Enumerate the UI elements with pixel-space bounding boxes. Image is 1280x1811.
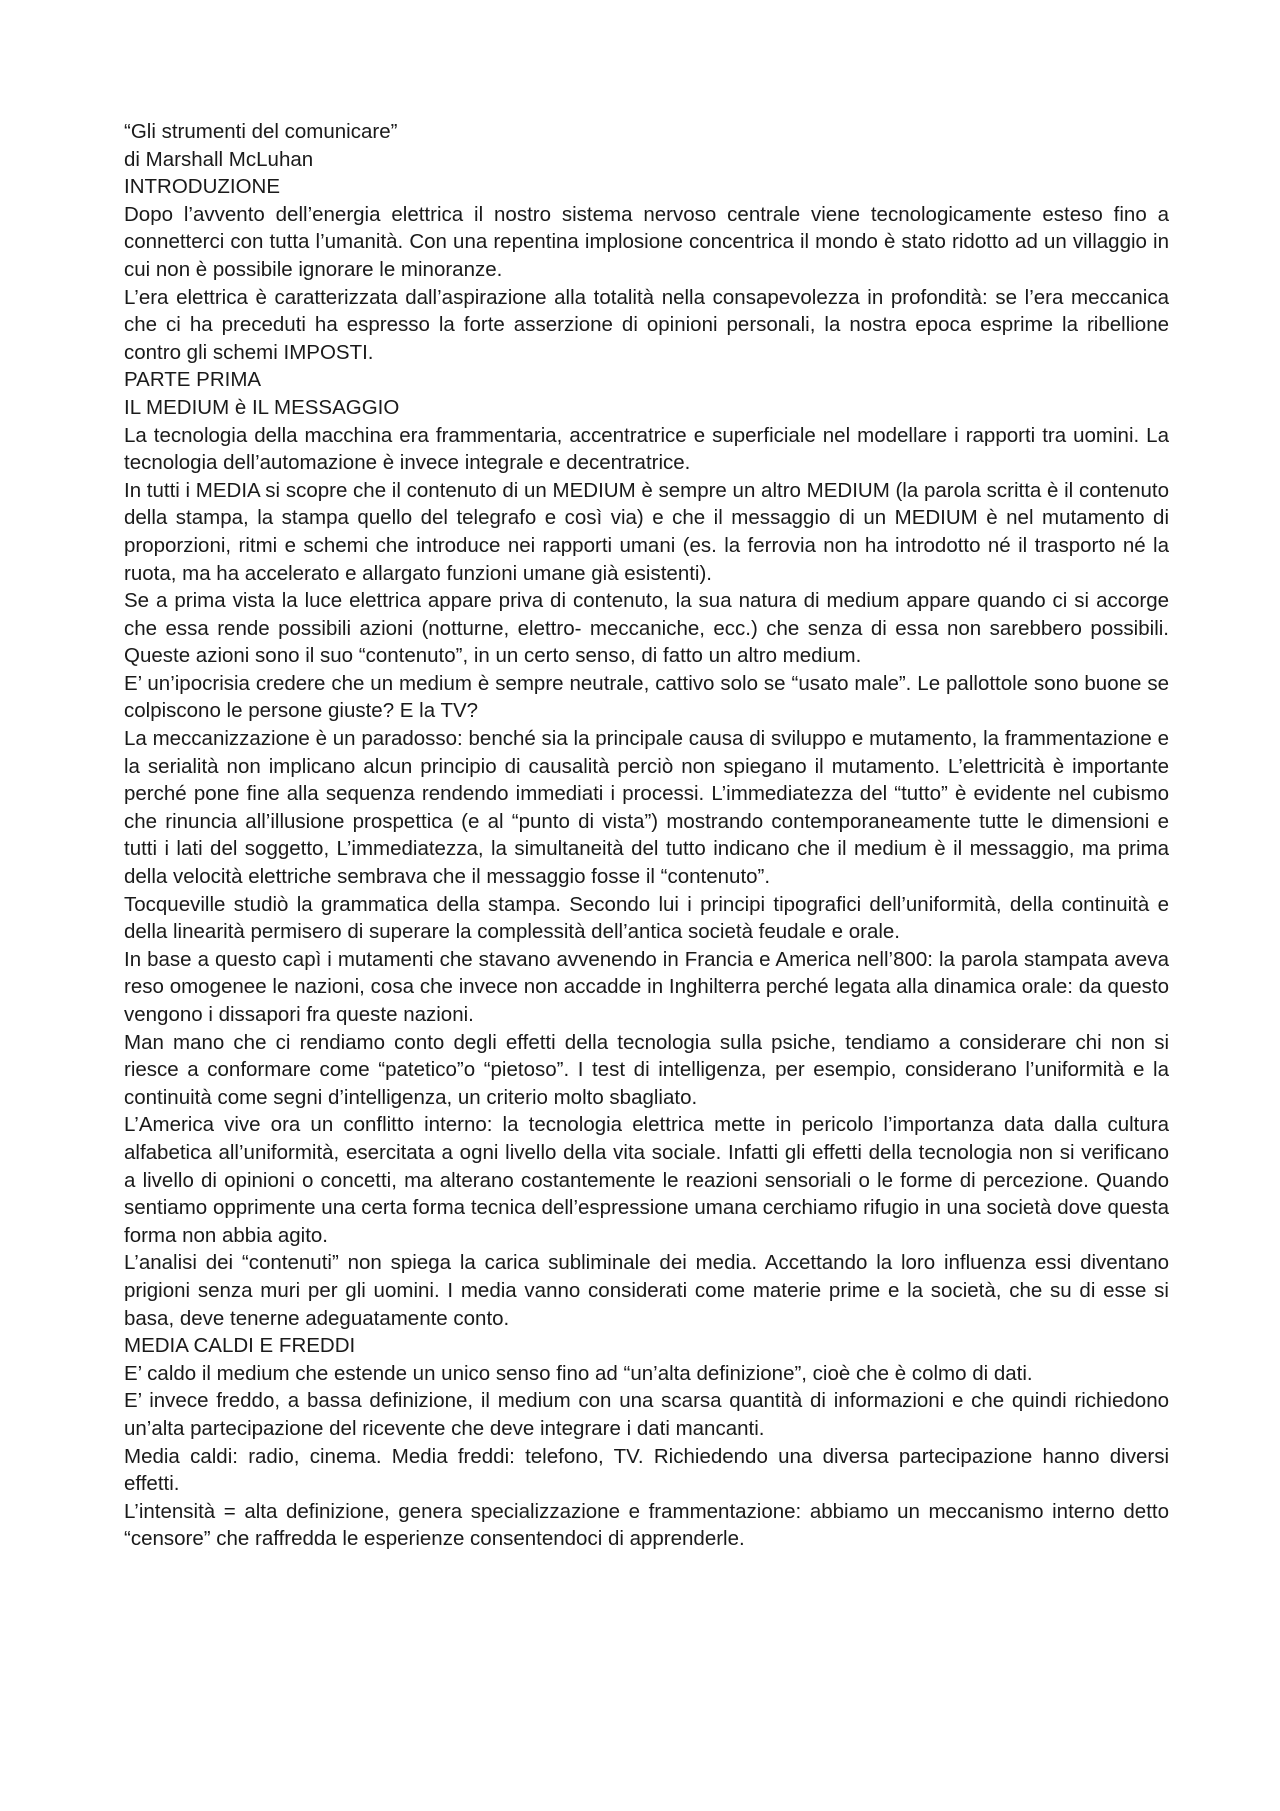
section-heading-introduzione: INTRODUZIONE	[124, 175, 281, 199]
paragraph: L’intensità = alta definizione, genera specializzazione e frammentazione: abbiamo un meccanismo interno detto “censore” che raffredda le esperienze consentendoci di apprenderle.	[124, 1499, 1169, 1551]
paragraph: La meccanizzazione è un paradosso: benché sia la principale causa di sviluppo e mutamento, la frammentazione e la serialità non implicano alcun principio di causalità perciò non spiegano il mutamento. L’elettricità è importante perché pone fine alla sequenza rendendo immediati i processi. L’immediatezza del “tutto” è evidente nel cubismo che rinuncia all’illusione prospettica (e al “punto di vista”) mostrando contemporaneamente tutte le dimensioni e tutti i lati del soggetto, L’immediatezza, la simultaneità del tutto indicano che il medium è il messaggio, ma prima della velocità elettriche sembrava che il messaggio fosse il “contenuto”.	[124, 727, 1169, 889]
document-page	[124, 118, 1169, 1553]
paragraph: E’ un’ipocrisia credere che un medium è sempre neutrale, cattivo solo se “usato male”. Le pallottole sono buone se colpiscono le persone giuste? E la TV?	[124, 671, 1169, 723]
paragraph: E’ invece freddo, a bassa definizione, il medium con una scarsa quantità di informazioni e che quindi richiedono un’alta partecipazione del ricevente che deve integrare i dati mancanti.	[124, 1389, 1169, 1440]
section-heading-medium-messaggio: IL MEDIUM è IL MESSAGGIO	[124, 395, 400, 419]
paragraph: In base a questo capì i mutamenti che stavano avvenendo in Francia e America nell’800: la parola stampata aveva reso omogenee le nazioni, cosa che invece non accadde in Inghilterra perché legata alla dinamica orale: da questo vengono i dissapori fra queste nazioni.	[124, 947, 1169, 1026]
section-heading-parte-prima: PARTE PRIMA	[124, 368, 262, 392]
paragraph: L’America vive ora un conflitto interno: la tecnologia elettrica mette in pericolo l’importanza data dalla cultura alfabetica all’uniformità, esercitata a ogni livello della vita sociale. Infatti gli effetti della tecnologia non si verificano a livello di opinioni o concetti, ma alterano costantemente le reazioni sensoriali o le forme di percezione. Quando sentiamo opprimente una certa forma tecnica dell’espressione umana cerchiamo rifugio in una società dove questa forma non abbia agito.	[124, 1113, 1169, 1247]
paragraph: Tocqueville studiò la grammatica della stampa. Secondo lui i principi tipografici dell’uniformità, della continuità e della linearità permisero di superare la complessità dell’antica società feudale e orale.	[124, 892, 1169, 944]
section-heading-media-caldi-freddi: MEDIA CALDI E FREDDI	[124, 1334, 356, 1358]
document-author: di Marshall McLuhan	[124, 147, 314, 171]
paragraph: In tutti i MEDIA si scopre che il contenuto di un MEDIUM è sempre un altro MEDIUM (la parola scritta è il contenuto della stampa, la stampa quello del telegrafo e così via) e che il messaggio di un MEDIUM è nel mutamento di proporzioni, ritmi e schemi che introduce nei rapporti umani (es. la ferrovia non ha introdotto né il trasporto né la ruota, ma ha accelerato e allargato funzioni umane già esistenti).	[124, 478, 1169, 585]
paragraph: Dopo l’avvento dell’energia elettrica il nostro sistema nervoso centrale viene tecnologicamente esteso fino a connetterci con tutta l’umanità. Con una repentina implosione concentrica il mondo è stato ridotto ad un villaggio in cui non è possibile ignorare le minoranze.	[124, 202, 1169, 281]
paragraph: La tecnologia della macchina era frammentaria, accentratrice e superficiale nel modellare i rapporti tra uomini. La tecnologia dell’automazione è invece integrale e decentratrice.	[124, 423, 1169, 475]
paragraph: Man mano che ci rendiamo conto degli effetti della tecnologia sulla psiche, tendiamo a considerare chi non si riesce a conformare come “patetico”o “pietoso”. I test di intelligenza, per esempio, considerano l’uniformità e la continuità come segni d’intelligenza, un criterio molto sbagliato.	[124, 1030, 1169, 1109]
paragraph: L’analisi dei “contenuti” non spiega la carica subliminale dei media. Accettando la loro influenza essi diventano prigioni senza muri per gli uomini. I media vanno considerati come materie prime e la società, che su di esse si basa, deve tenerne adeguatamente conto.	[124, 1251, 1169, 1330]
document-title: “Gli strumenti del comunicare”	[124, 120, 398, 143]
paragraph: Se a prima vista la luce elettrica appare priva di contenuto, la sua natura di medium appare quando ci si accorge che essa rende possibili azioni (notturne, elettro- meccaniche, ecc.) che senza di essa non sarebbero possibili. Queste azioni sono il suo “contenuto”, in un certo senso, di fatto un altro medium.	[124, 589, 1169, 668]
paragraph: E’ caldo il medium che estende un unico senso fino ad “un’alta definizione”, cioè che è colmo di dati.	[124, 1361, 1033, 1385]
paragraph: Media caldi: radio, cinema. Media freddi: telefono, TV. Richiedendo una diversa partecipazione hanno diversi effetti.	[124, 1444, 1169, 1496]
paragraph: L’era elettrica è caratterizzata dall’aspirazione alla totalità nella consapevolezza in profondità: se l’era meccanica che ci ha preceduti ha espresso la forte asserzione di opinioni personali, la nostra epoca esprime la ribellione contro gli schemi IMPOSTI.	[124, 285, 1169, 364]
